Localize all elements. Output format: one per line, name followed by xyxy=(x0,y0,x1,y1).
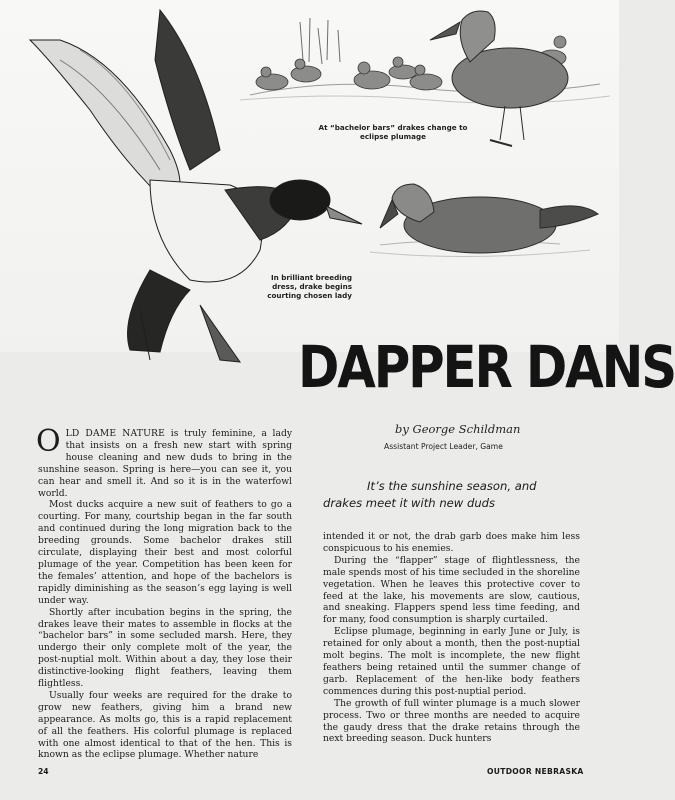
reeds xyxy=(300,18,340,64)
paragraph: During the “flapper” stage of flightlessness, the male spends most of his time secluded in the shoreline vegetation. When he leaves this protective cover to feed at the lake, his movements are slow, cautious, and sneaking. Flappers spend less time feeding, and for many, food consumption is sharply curtailed. xyxy=(323,554,580,626)
intro-paragraph xyxy=(36,424,293,499)
paragraph: Usually four weeks are required for the drake to grow new feathers, giving him a brand new appearance. As molts go, this is a rapid replacement of all the feathers. His colorful plumage is replaced with one almost identical to that of the hen. This is known as the eclipse plumage. Whether nature xyxy=(38,689,292,761)
deck-line-1: It’s the sunshine season, and xyxy=(367,479,537,493)
swimming-hen xyxy=(380,184,598,253)
paragraph: Shortly after incubation begins in the spring, the drakes leave their mates to assemble in flocks at the “bachelor bars” in some secluded marsh. Here, they undergo their only complete molt of the year, the post-nuptial molt. Within about a day, they lose their distinctive-looking flight feathers, leaving them flightless. xyxy=(38,606,292,690)
page-number: 24 xyxy=(38,767,49,776)
byline: by George Schildman xyxy=(395,422,521,436)
flying-drake xyxy=(30,10,362,362)
article-column-2 xyxy=(323,531,580,745)
paragraph: The growth of full winter plumage is a much slower process. Two or three months are needed to acquire the gaudy dress that the drake retains through the next breeding season. Duck hunters xyxy=(323,697,580,745)
deck-line-2: drakes meet it with new duds xyxy=(323,496,496,510)
paragraph: Most ducks acquire a new suit of feathers to go a courting. For many, courtship began in the far south and continued during the long migration back to the breeding grounds. Some bachelor drakes still circulate, displaying their best and most colorful plumage of the year. Competition has been keen for the females’ attention, and hope of the bachelors is rapidly diminishing as the season’s egg laying is well under way. xyxy=(38,499,292,606)
paragraph: Eclipse plumage, beginning in early June or July, is retained for only about a month, then the post-nuptial molt begins. The molt is incomplete, the new flight feathers being retained until the summer change of garb. Replacement of the hen-like body feathers commences during this post-nuptial period. xyxy=(323,626,580,697)
paragraph: intended it or not, the drab garb does make him less conspicuous to his enemies. xyxy=(323,531,580,554)
caption-bachelor-bars: At “bachelor bars” drakes change to eclipse plumage xyxy=(318,123,468,141)
intro-caps: LD DAME NATURE xyxy=(65,428,166,439)
caption-breeding-dress: In brilliant breeding dress, drake begins courting chosen lady xyxy=(267,273,352,300)
article-column-1 xyxy=(36,424,293,761)
author-title: Assistant Project Leader, Game xyxy=(384,442,503,451)
intro-text: is truly feminine, a lady that insists on a fresh new start with spring house cleaning and new duds to bring in the sunshine season. Spring is here—you can see it, you can hear and smell it. And so it is in the waterfowl world. xyxy=(38,428,293,499)
article-deck xyxy=(323,478,613,512)
article-headline: DAPPER DANS xyxy=(298,333,675,401)
duck-illustration xyxy=(0,0,619,352)
magazine-name: OUTDOOR NEBRASKA xyxy=(487,767,584,776)
drop-cap: O xyxy=(36,424,61,459)
